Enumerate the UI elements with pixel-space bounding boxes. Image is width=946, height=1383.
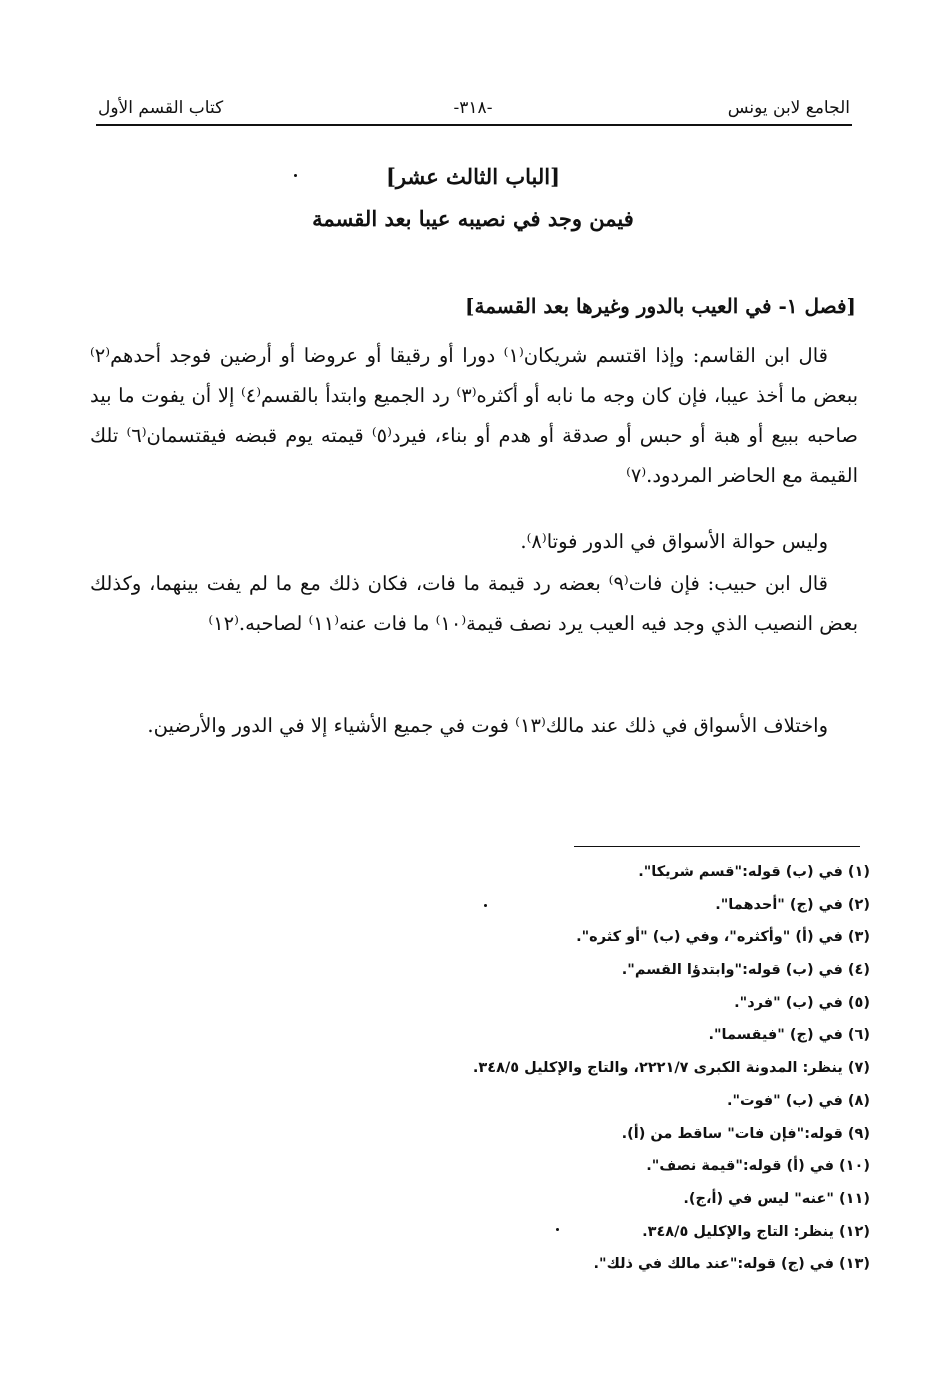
footnote-list xyxy=(70,856,870,1281)
paragraph-4: واختلاف الأسواق في ذلك عند مالك⁽١٣⁾ فوت في جميع الأشياء إلا في الدور والأرضين. xyxy=(147,714,828,737)
chapter-subtitle: فيمن وجد في نصيبه عيبا بعد القسمة xyxy=(312,206,634,231)
footnote: (١٠) في (أ) قوله:"قيمة نصف". xyxy=(646,1158,870,1175)
scan-speck xyxy=(556,1228,559,1231)
footnote: (١١) "عنه" ليس في (أ،ج). xyxy=(683,1190,870,1207)
footnote: (٦) في (ج) "فيقسما". xyxy=(708,1027,870,1044)
section-heading: [فصل ١- في العيب بالدور وغيرها بعد القسمة] xyxy=(465,294,856,318)
header-rule xyxy=(96,124,852,126)
scan-speck xyxy=(294,174,297,177)
running-header-book-title: الجامع لابن يونس xyxy=(727,98,850,118)
footnote: (٤) في (ب) قوله:"وابتدؤا القسم". xyxy=(621,962,870,979)
page-number: -٣١٨- xyxy=(453,98,493,118)
footnote: (١٢) ينظر: التاج والإكليل ٣٤٨/٥. xyxy=(642,1223,870,1240)
paragraph-1: قال ابن القاسم: وإذا اقتسم شريكان⁽١⁾ دورا أو رقيقا أو عروضا أو أرضين فوجد أحدهم⁽٢⁾ ببعض ما أخذ عيبا، فإن كان وجه ما نابه أو أكثره⁽٣⁾ رد الجميع وابتدأ بالقسم⁽٤⁾ إلا أن يفوت ما بيد صاحبه ببيع أو هبة أو حبس أو صدقة أو هدم أو بناء، فيرد⁽٥⁾ قيمته يوم قبضه فيقتسمان⁽٦⁾ تلك القيمة مع الحاضر المردود.⁽٧⁾ xyxy=(90,344,859,487)
footnote: (٨) في (ب) "فوت". xyxy=(726,1092,870,1109)
chapter-title: [الباب الثالث عشر] xyxy=(385,164,561,189)
footnote: (١٣) في (ج) قوله:"عند مالك في ذلك". xyxy=(593,1256,870,1273)
footnote: (٣) في (أ) "وأكثره"، وفي (ب) "أو كثره". xyxy=(576,929,870,946)
paragraph-3: قال ابن حبيب: فإن فات⁽٩⁾ بعضه رد قيمة ما فات، فكان ذلك مع ما لم يفت بينهما، وكذلك بعض النصيب الذي وجد فيه العيب يرد نصف قيمة⁽١٠⁾ ما فات عنه⁽١١⁾ لصاحبه.⁽١٢⁾ xyxy=(90,572,858,635)
paragraph-2: وليس حوالة الأسواق في الدور فوتا⁽٨⁾. xyxy=(520,530,828,553)
running-header-section: كتاب القسم الأول xyxy=(98,98,224,118)
footnote: (١) في (ب) قوله:"قسم شريكا". xyxy=(638,864,870,880)
footnote: (٧) ينظر: المدونة الكبرى ٢٢٢١/٧، والتاج والإكليل ٣٤٨/٥. xyxy=(472,1060,870,1077)
footnote: (٥) في (ب) "فرد". xyxy=(734,994,870,1011)
footnote: (٢) في (ج) "أحدهما". xyxy=(715,896,870,913)
footnote-rule xyxy=(574,846,860,847)
scan-speck xyxy=(484,904,487,907)
footnote: (٩) قوله:"فإن فات" ساقط من (أ). xyxy=(621,1125,870,1142)
